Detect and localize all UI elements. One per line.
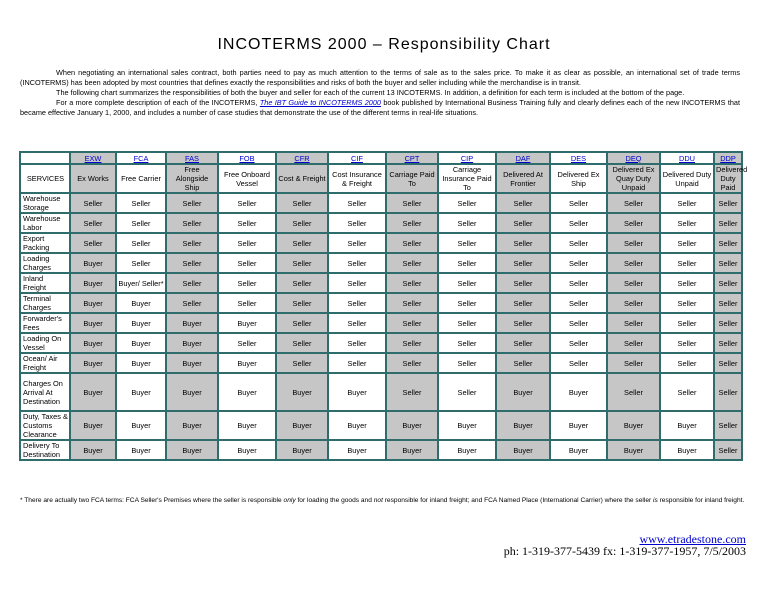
footnote-part: responsible for inland freight; and FCA Named Place (International Carrier) where the seller bbox=[382, 497, 654, 504]
responsibility-cell: Seller bbox=[328, 293, 386, 313]
responsibility-cell: Seller bbox=[714, 333, 742, 353]
responsibility-cell: Buyer bbox=[660, 440, 714, 460]
responsibility-cell: Seller bbox=[660, 313, 714, 333]
term-code-link[interactable]: DDU bbox=[660, 152, 714, 164]
responsibility-cell: Seller bbox=[714, 273, 742, 293]
term-name: Cost Insurance & Freight bbox=[328, 164, 386, 193]
responsibility-cell: Seller bbox=[276, 333, 328, 353]
responsibility-cell: Buyer bbox=[328, 440, 386, 460]
responsibility-cell: Buyer bbox=[116, 411, 166, 440]
responsibility-cell: Seller bbox=[438, 273, 496, 293]
responsibility-cell: Buyer bbox=[166, 373, 218, 411]
table-row bbox=[20, 313, 742, 333]
term-name: Delivered Duty Paid bbox=[716, 165, 748, 192]
responsibility-cell: Seller bbox=[660, 233, 714, 253]
responsibility-cell: Seller bbox=[550, 193, 607, 213]
table-row bbox=[20, 293, 742, 313]
contact-info: ph: 1-319-377-5439 fx: 1-319-377-1957, 7/5/2003 bbox=[503, 544, 746, 558]
table-row bbox=[20, 440, 742, 460]
responsibility-cell: Buyer bbox=[550, 440, 607, 460]
responsibility-cell: Seller bbox=[660, 273, 714, 293]
term-code-link[interactable]: FOB bbox=[218, 152, 276, 164]
responsibility-cell: Seller bbox=[218, 193, 276, 213]
responsibility-cell: Seller bbox=[276, 293, 328, 313]
responsibility-cell: Seller bbox=[496, 273, 550, 293]
service-label: Terminal Charges bbox=[20, 293, 70, 313]
responsibility-cell: Seller bbox=[438, 233, 496, 253]
footnote-part: * There are actually two FCA terms: FCA Seller's Premises where the seller is responsible bbox=[20, 497, 284, 504]
table-row bbox=[20, 373, 742, 411]
blank-corner bbox=[20, 152, 70, 164]
responsibility-cell: Seller bbox=[166, 233, 218, 253]
footnote-emphasis: is bbox=[653, 497, 658, 504]
term-name: Delivered Duty Unpaid bbox=[660, 164, 714, 193]
term-code-link[interactable]: EXW bbox=[70, 152, 116, 164]
responsibility-cell: Seller bbox=[714, 233, 742, 253]
responsibility-cell: Buyer bbox=[276, 411, 328, 440]
responsibility-cell: Buyer bbox=[166, 411, 218, 440]
responsibility-cell: Seller bbox=[166, 273, 218, 293]
responsibility-cell: Buyer bbox=[70, 313, 116, 333]
term-code-link[interactable]: FCA bbox=[116, 152, 166, 164]
service-label: Ocean/ Air Freight bbox=[20, 353, 70, 373]
responsibility-cell: Seller bbox=[607, 273, 660, 293]
table-row bbox=[20, 411, 742, 440]
responsibility-cell: Seller bbox=[607, 213, 660, 233]
service-label: Loading On Vessel bbox=[20, 333, 70, 353]
table-row bbox=[20, 233, 742, 253]
responsibility-cell: Seller bbox=[276, 193, 328, 213]
responsibility-cell: Seller bbox=[550, 333, 607, 353]
responsibility-cell: Buyer bbox=[70, 353, 116, 373]
responsibility-cell: Buyer bbox=[166, 353, 218, 373]
responsibility-cell: Buyer bbox=[70, 440, 116, 460]
term-name: Delivered Ex Quay Duty Unpaid bbox=[607, 164, 660, 193]
responsibility-cell: Buyer bbox=[116, 313, 166, 333]
term-code-link[interactable]: DAF bbox=[496, 152, 550, 164]
responsibility-cell: Buyer bbox=[166, 440, 218, 460]
responsibility-cell: Buyer bbox=[660, 411, 714, 440]
responsibility-cell: Seller bbox=[328, 333, 386, 353]
responsibility-cell: Seller bbox=[218, 273, 276, 293]
term-code-link[interactable]: FAS bbox=[166, 152, 218, 164]
responsibility-cell: Buyer bbox=[116, 293, 166, 313]
responsibility-cell: Seller bbox=[386, 213, 438, 233]
responsibility-cell: Seller bbox=[660, 213, 714, 233]
service-label: Warehouse Labor bbox=[20, 213, 70, 233]
responsibility-cell: Seller bbox=[550, 353, 607, 373]
responsibility-cell: Buyer bbox=[218, 353, 276, 373]
intro-p3-start: For a more complete description of each of the INCOTERMS, bbox=[56, 98, 260, 107]
responsibility-cell: Buyer bbox=[70, 273, 116, 293]
responsibility-cell: Buyer bbox=[218, 411, 276, 440]
footnote-emphasis: not bbox=[373, 497, 383, 504]
table-row bbox=[20, 353, 742, 373]
service-label: Export Packing bbox=[20, 233, 70, 253]
page-title: INCOTERMS 2000 – Responsibility Chart bbox=[217, 36, 551, 53]
responsibility-cell: Seller bbox=[660, 253, 714, 273]
service-label: Loading Charges bbox=[20, 253, 70, 273]
responsibility-cell: Seller bbox=[386, 253, 438, 273]
responsibility-cell: Buyer bbox=[496, 440, 550, 460]
term-code-link[interactable]: DDP bbox=[714, 152, 742, 164]
responsibility-cell: Seller bbox=[550, 273, 607, 293]
responsibility-cell: Seller bbox=[607, 193, 660, 213]
responsibility-cell: Buyer bbox=[218, 313, 276, 333]
responsibility-cell: Seller bbox=[276, 313, 328, 333]
responsibility-cell: Buyer bbox=[328, 373, 386, 411]
responsibility-cell: Seller bbox=[607, 353, 660, 373]
responsibility-cell: Seller bbox=[328, 273, 386, 293]
responsibility-cell: Seller bbox=[714, 411, 742, 440]
responsibility-cell: Seller bbox=[386, 353, 438, 373]
responsibility-cell: Seller bbox=[607, 253, 660, 273]
term-code-link[interactable]: DEQ bbox=[607, 152, 660, 164]
responsibility-cell: Seller bbox=[550, 293, 607, 313]
responsibility-cell: Seller bbox=[438, 213, 496, 233]
responsibility-cell: Seller bbox=[714, 313, 742, 333]
term-name: Delivered Ex Ship bbox=[550, 164, 607, 193]
service-label: Forwarder's Fees bbox=[20, 313, 70, 333]
responsibility-cell: Buyer bbox=[607, 440, 660, 460]
responsibility-cell: Buyer bbox=[218, 440, 276, 460]
intro-paragraph-3 bbox=[20, 98, 740, 118]
responsibility-cell: Seller bbox=[218, 233, 276, 253]
responsibility-cell: Seller bbox=[386, 293, 438, 313]
responsibility-cell: Seller bbox=[550, 253, 607, 273]
responsibility-cell: Buyer bbox=[70, 253, 116, 273]
responsibility-cell: Seller bbox=[438, 333, 496, 353]
responsibility-cell: Seller bbox=[438, 373, 496, 411]
responsibility-cell: Seller bbox=[714, 440, 742, 460]
responsibility-cell: Buyer bbox=[328, 411, 386, 440]
responsibility-cell: Seller bbox=[714, 193, 742, 213]
responsibility-cell: Buyer bbox=[386, 411, 438, 440]
service-label: Delivery To Destination bbox=[20, 440, 70, 460]
website-link[interactable]: www.etradestone.com bbox=[639, 532, 746, 546]
responsibility-cell: Buyer bbox=[166, 333, 218, 353]
responsibility-cell: Seller bbox=[496, 193, 550, 213]
responsibility-cell: Seller bbox=[276, 213, 328, 233]
responsibility-cell: Seller bbox=[386, 313, 438, 333]
responsibility-cell: Seller bbox=[328, 353, 386, 373]
responsibility-cell: Buyer bbox=[550, 411, 607, 440]
responsibility-cell: Seller bbox=[607, 233, 660, 253]
responsibility-cell: Seller bbox=[166, 193, 218, 213]
responsibility-cell: Seller bbox=[386, 333, 438, 353]
term-code-link[interactable]: CIP bbox=[438, 152, 496, 164]
footnote-part: responsible for inland freight. bbox=[657, 497, 745, 504]
responsibility-cell: Seller bbox=[218, 333, 276, 353]
responsibility-cell: Seller bbox=[116, 233, 166, 253]
responsibility-cell: Buyer bbox=[276, 440, 328, 460]
fca-footnote bbox=[20, 496, 745, 505]
responsibility-cell: Seller bbox=[166, 213, 218, 233]
responsibility-cell: Seller bbox=[607, 333, 660, 353]
term-code-link[interactable]: CPT bbox=[386, 152, 438, 164]
responsibility-cell: Seller bbox=[276, 273, 328, 293]
term-name: Free Carrier bbox=[116, 164, 166, 193]
responsibility-cell: Buyer bbox=[386, 440, 438, 460]
term-name: Ex Works bbox=[70, 164, 116, 193]
responsibility-cell: Buyer bbox=[70, 411, 116, 440]
responsibility-cell: Buyer bbox=[496, 411, 550, 440]
responsibility-cell: Seller bbox=[328, 233, 386, 253]
term-name-row bbox=[20, 164, 742, 193]
responsibility-cell: Seller bbox=[116, 213, 166, 233]
term-name: Free Alongside Ship bbox=[166, 164, 218, 193]
table-row bbox=[20, 213, 742, 233]
responsibility-cell: Seller bbox=[328, 313, 386, 333]
responsibility-cell: Seller bbox=[607, 293, 660, 313]
table-row bbox=[20, 333, 742, 353]
responsibility-cell: Buyer bbox=[116, 353, 166, 373]
table-row bbox=[20, 253, 742, 273]
responsibility-cell: Seller bbox=[550, 213, 607, 233]
responsibility-cell: Seller bbox=[496, 293, 550, 313]
intro-text bbox=[20, 68, 740, 118]
responsibility-cell: Seller bbox=[386, 193, 438, 213]
responsibility-cell: Seller bbox=[714, 293, 742, 313]
responsibility-cell: Seller bbox=[660, 193, 714, 213]
responsibility-cell: Seller bbox=[496, 233, 550, 253]
responsibility-table bbox=[19, 151, 748, 461]
responsibility-cell: Seller bbox=[328, 193, 386, 213]
responsibility-cell: Buyer bbox=[70, 333, 116, 353]
responsibility-cell: Seller bbox=[276, 233, 328, 253]
table-row bbox=[20, 273, 742, 293]
responsibility-cell: Seller bbox=[438, 253, 496, 273]
intro-paragraph-1: When negotiating an international sales contract, both parties need to pay as much attention to the terms of sale as to the sales price. To make it as clear as possible, an international set of trade terms (INCOTERMS) has been adopted by most countries that defines exactly the responsibilities and risks of both the buyer and seller including while the merchandise is in transit. bbox=[20, 68, 740, 87]
responsibility-cell: Buyer bbox=[70, 293, 116, 313]
responsibility-cell: Seller bbox=[714, 213, 742, 233]
term-code-row bbox=[20, 152, 742, 164]
service-label: Warehouse Storage bbox=[20, 193, 70, 213]
responsibility-cell: Buyer bbox=[607, 411, 660, 440]
responsibility-cell: Seller bbox=[438, 293, 496, 313]
responsibility-cell: Buyer bbox=[438, 411, 496, 440]
responsibility-cell: Seller bbox=[218, 213, 276, 233]
term-code-link[interactable]: DES bbox=[550, 152, 607, 164]
responsibility-cell: Seller bbox=[70, 193, 116, 213]
responsibility-cell: Seller bbox=[496, 213, 550, 233]
responsibility-cell: Seller bbox=[386, 273, 438, 293]
intro-p3-end: book published by International Business Training fully and clearly defines each of the new INCOTERMS that became effective January 1, 2000, and includes a number of case studies that demonstrate the use of the different terms in real-life situations. bbox=[20, 98, 740, 117]
responsibility-cell: Seller bbox=[660, 293, 714, 313]
table-body bbox=[20, 152, 748, 460]
responsibility-cell: Seller bbox=[550, 233, 607, 253]
responsibility-cell: Seller bbox=[714, 373, 742, 411]
responsibility-cell: Buyer bbox=[116, 440, 166, 460]
responsibility-cell: Seller bbox=[218, 293, 276, 313]
responsibility-cell: Seller bbox=[70, 213, 116, 233]
responsibility-cell: Seller bbox=[386, 233, 438, 253]
responsibility-cell: Seller bbox=[438, 193, 496, 213]
responsibility-cell: Buyer bbox=[166, 313, 218, 333]
responsibility-cell: Seller bbox=[496, 253, 550, 273]
responsibility-cell: Seller bbox=[70, 233, 116, 253]
responsibility-cell: Seller bbox=[496, 333, 550, 353]
responsibility-cell: Buyer bbox=[116, 373, 166, 411]
responsibility-cell: Buyer bbox=[116, 333, 166, 353]
term-name: Free Onboard Vessel bbox=[218, 164, 276, 193]
responsibility-cell: Seller bbox=[276, 253, 328, 273]
responsibility-cell: Seller bbox=[116, 253, 166, 273]
table-row bbox=[20, 193, 742, 213]
services-header: SERVICES bbox=[20, 164, 70, 193]
service-label: Duty, Taxes & Customs Clearance bbox=[20, 411, 70, 440]
responsibility-cell: Buyer bbox=[496, 373, 550, 411]
responsibility-cell: Seller bbox=[714, 253, 742, 273]
responsibility-cell: Seller bbox=[386, 373, 438, 411]
term-name: Cost & Freight bbox=[276, 164, 328, 193]
responsibility-cell: Seller bbox=[276, 353, 328, 373]
term-name: Delivered At Frontier bbox=[496, 164, 550, 193]
responsibility-cell: Seller bbox=[550, 313, 607, 333]
responsibility-cell: Seller bbox=[496, 313, 550, 333]
term-code-link[interactable]: CIF bbox=[328, 152, 386, 164]
responsibility-cell: Seller bbox=[607, 373, 660, 411]
term-code-link[interactable]: CFR bbox=[276, 152, 328, 164]
responsibility-cell: Buyer bbox=[438, 440, 496, 460]
responsibility-cell: Seller bbox=[714, 353, 742, 373]
responsibility-cell: Seller bbox=[116, 193, 166, 213]
service-label: Inland Freight bbox=[20, 273, 70, 293]
responsibility-cell: Seller bbox=[328, 253, 386, 273]
responsibility-cell: Buyer bbox=[70, 373, 116, 411]
term-name: Carriage Insurance Paid To bbox=[438, 164, 496, 193]
responsibility-cell: Seller bbox=[660, 373, 714, 411]
responsibility-cell: Seller bbox=[438, 353, 496, 373]
responsibility-cell: Seller bbox=[166, 293, 218, 313]
responsibility-cell: Seller bbox=[496, 353, 550, 373]
responsibility-cell: Buyer bbox=[550, 373, 607, 411]
responsibility-cell: Seller bbox=[328, 213, 386, 233]
responsibility-cell: Seller bbox=[607, 313, 660, 333]
responsibility-cell: Seller bbox=[660, 333, 714, 353]
footnote-emphasis: only bbox=[283, 497, 296, 504]
term-name: Carriage Paid To bbox=[386, 164, 438, 193]
responsibility-cell: Seller bbox=[218, 253, 276, 273]
intro-paragraph-2: The following chart summarizes the responsibilities of both the buyer and seller for each of the current 13 INCOTERMS. In addition, a definition for each term is included at the bottom of the page. bbox=[56, 88, 685, 97]
responsibility-cell: Seller bbox=[166, 253, 218, 273]
responsibility-cell: Buyer bbox=[276, 373, 328, 411]
responsibility-cell: Buyer/ Seller* bbox=[116, 273, 166, 293]
responsibility-cell: Seller bbox=[660, 353, 714, 373]
footnote-part: for loading the goods and bbox=[295, 497, 374, 504]
ibt-guide-link[interactable]: The IBT Guide to INCOTERMS 2000 bbox=[259, 98, 381, 107]
responsibility-cell: Buyer bbox=[218, 373, 276, 411]
service-label: Charges On Arrival At Destination bbox=[20, 373, 70, 411]
responsibility-cell: Seller bbox=[438, 313, 496, 333]
